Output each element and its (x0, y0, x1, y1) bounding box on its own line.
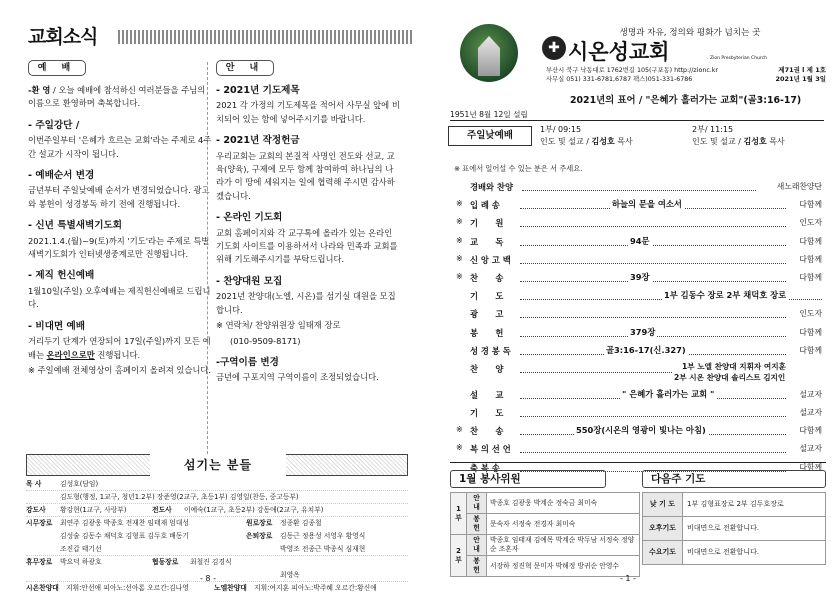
notice-item-head: - 2021년 작정헌금 (216, 135, 300, 147)
issue-date: 2021년 1월 3일 (775, 75, 826, 83)
minister-row (26, 582, 408, 594)
volunteer-names: 박종호 김광웅 박계순 정숙금 최미숙 (487, 493, 640, 514)
notice-item-head: -구역이름 변경 (216, 356, 279, 368)
notice-item-head: - 찬양대원 모집 (216, 275, 283, 287)
notice-section-label: 안 내 (216, 60, 274, 76)
order-item: 경배와 찬양 (470, 182, 513, 192)
issue-info (776, 66, 827, 84)
leader-title: 목사 (614, 137, 633, 146)
order-content: 94문 (630, 235, 650, 246)
dot-leader (520, 272, 786, 282)
order-presenter: 새노래찬양단 (776, 182, 822, 191)
established-date: 1951년 8월 12일 설립 (450, 110, 528, 119)
order-content: 39장 (630, 271, 650, 282)
order-content: 골3:16-17(신.327) (606, 344, 686, 355)
stand-mark: ※ (456, 217, 463, 227)
dot-leader (520, 443, 786, 453)
minister-names: 최영옥 (280, 571, 300, 579)
order-content: 하늘의 문을 여소서 (612, 199, 682, 210)
volunteer-row (451, 535, 640, 556)
minister-row (26, 556, 408, 569)
minister-role: 노엘찬양대 (214, 584, 247, 592)
church-motto: 생명과 자유, 정의와 평화가 넘치는 곳 (619, 28, 761, 38)
order-presenter: 다함께 (799, 345, 822, 355)
order-row (450, 422, 826, 440)
notice-item-phone: (010-9509-8171) (230, 335, 301, 346)
volunteer-row (451, 514, 640, 535)
order-row (450, 214, 826, 232)
minister-names: 최연주 김광웅 박종호 전재찬 임태재 엄대성 (60, 519, 189, 527)
order-presenter: 설교자 (799, 408, 822, 418)
minister-role: 강도사 (26, 506, 46, 514)
order-row (450, 386, 826, 404)
prayer-label: 오후기도 (643, 517, 683, 541)
prayer-text: 비대면으로 전환합니다. (683, 541, 826, 565)
minister-names: 김성술 김동수 채덕호 김형표 김두호 배동기 (60, 532, 189, 540)
address-line: 부산시 북구 낙동대로 1762번길 105(구포동) http://zionc.kr (546, 67, 719, 74)
order-item: 기 원 (470, 218, 504, 229)
next-week-title: 다음주 기도 (642, 470, 826, 488)
worship-item-text-tail: 진행됩니다. (94, 349, 141, 360)
prayer-label: 수요기도 (643, 541, 683, 565)
order-content: 550장(시온의 영광이 빛나는 아침) (576, 425, 706, 436)
stand-mark: ※ (456, 199, 463, 209)
volunteers-table (450, 492, 640, 577)
first-service-leader (540, 136, 633, 148)
order-row (450, 178, 826, 196)
minister-role: 전도사 (152, 506, 172, 514)
worship-item-text: 1월10일(주일) 오후예배는 제직헌신예배로 드립니다. (28, 285, 211, 310)
order-presenter: 인도자 (799, 309, 822, 319)
leader-label: 인도 및 설교 / (692, 137, 744, 146)
order-row (450, 287, 826, 305)
minister-row (26, 517, 408, 530)
second-service-leader (692, 136, 785, 148)
notice-item-text: 금년에 구포지역 구역이름이 조정되었습니다. (216, 372, 379, 383)
right-page (420, 0, 840, 594)
minister-names: 김도형(행정, 1교구, 청년1.2부) 장준영(2교구, 초등1부) 김영일(찬등, 중고등부) (60, 493, 299, 501)
stand-mark: ※ (456, 235, 463, 245)
order-presenter: 다함께 (799, 462, 822, 472)
order-of-worship (450, 178, 826, 477)
first-service-time: 1부/ 09:15 (540, 125, 582, 134)
prayer-text: 비대면으로 전환합니다. (683, 517, 826, 541)
column-divider (207, 62, 208, 454)
stand-mark: ※ (456, 443, 463, 453)
order-item: 성 경 봉 독 (470, 345, 511, 356)
worship-item-head: - 주일강단 / (28, 119, 80, 131)
minister-role: 시온찬양대 (26, 584, 59, 592)
order-item: 기 도 (470, 291, 504, 302)
worship-item-note: ※ 주일예배 전체영상이 홈페이지 올려져 있습니다. (28, 364, 212, 375)
week-label: 2부 (451, 535, 467, 577)
order-presenter: 다함께 (799, 327, 822, 337)
order-item: 교 독 (470, 236, 504, 247)
church-address (546, 66, 718, 84)
order-presenter: 설교자 (799, 389, 822, 399)
leader-title: 목사 (766, 137, 785, 146)
choir-info: 2부 시온 찬양대 솔리스트 김지인 (674, 372, 786, 382)
stand-mark: ※ (456, 425, 463, 435)
dot-leader (520, 407, 786, 417)
ministers-list (26, 478, 408, 594)
second-service-time: 2부/ 11:15 (692, 125, 734, 134)
role-label: 안내 (467, 535, 487, 556)
bottom-rule (450, 462, 826, 463)
leader-name: 김성호 (591, 137, 615, 146)
minister-names: 정종환 김종철 (280, 519, 322, 527)
dot-leader (520, 236, 786, 246)
first-service (540, 124, 633, 148)
worship-item-text: / 오늘 예배에 참석하신 여러분들을 주님의 이름으로 환영하며 축복합니다. (28, 85, 206, 109)
leader-label: 인도 및 설교 / (540, 137, 592, 146)
stand-mark: ※ (456, 253, 463, 263)
role-label: 안내 (467, 493, 487, 514)
minister-names: 최철진 김경식 (190, 558, 232, 566)
worship-column (28, 60, 212, 379)
stand-mark: ※ (456, 271, 463, 281)
choir-info: 1부 노엘 찬양대 지휘자 여지훈 (682, 361, 786, 371)
order-item: 찬 송 (470, 272, 504, 283)
notice-item-note: ※ 연락처/ 찬양위원장 임태재 장로 (216, 320, 341, 331)
minister-role: 은퇴장로 (246, 532, 273, 540)
notice-item-text: 교회 홈페이지와 각 교구톡에 올라가 있는 온라인 기도회 사이트를 이용하셔서 나라와 민족과 교회를 위해 기도해주시기를 부탁드립니다. (216, 227, 398, 265)
minister-row (26, 569, 408, 582)
order-item: 봉 헌 (470, 327, 504, 338)
order-row (450, 233, 826, 251)
dot-leader (522, 181, 756, 191)
volunteer-names: 박종호 임태재 김예목 박계순 박두남 서정숙 정양순 조혼자 (487, 535, 640, 556)
order-item: 설 교 (470, 389, 504, 400)
worship-item-text: 이번주일부터 '은혜가 흐르는 교회'라는 주제로 4주간 설교가 시작이 됩니다. (28, 135, 212, 159)
minister-names: 이예숙(1교구, 초등2부) 강동애(2교구, 유치부) (184, 506, 324, 514)
order-item: 찬 양 (470, 363, 504, 374)
order-row (450, 440, 826, 458)
notice-item-text: 2021년 찬양대(노엘, 시온)를 섬기실 대원을 모집합니다. (216, 291, 396, 315)
minister-names: 김성호(담임) (60, 480, 99, 488)
minister-role: 목 사 (26, 480, 42, 488)
prayer-text: 1부 김형표장로 2부 김두호장로 (683, 493, 826, 517)
order-item: 축 복 송 (470, 462, 500, 473)
minister-role: 휴무장로 (26, 558, 53, 566)
order-item: 입 례 송 (470, 200, 500, 211)
worship-item (28, 84, 212, 111)
notice-item-head: - 온라인 기도회 (216, 212, 283, 224)
page-number: - 8 - (200, 574, 216, 583)
role-label: 봉헌 (467, 556, 487, 577)
notice-item-head: - 2021년 기도제목 (216, 85, 300, 96)
order-item: 광 고 (470, 309, 504, 320)
minister-role: 원로장로 (246, 519, 273, 527)
minister-names: 김동근 정용성 서영우 황영식 (280, 532, 366, 540)
page-title: 교회소식 (28, 26, 98, 48)
order-presenter: 다함께 (799, 200, 822, 210)
service-label: 주일낮예배 (448, 126, 532, 146)
dot-leader (520, 254, 786, 264)
stand-note: ※ 표에서 일어설 수 있는 분은 서 주세요. (454, 164, 583, 173)
online-only-emphasis: 온라인으로만 (46, 349, 95, 360)
order-row (450, 196, 826, 214)
order-row (450, 360, 826, 386)
order-item: 신 앙 고 백 (470, 254, 511, 265)
annual-theme: 2021년의 표어 / "은혜가 흘러가는 교회"(골3:16-17) (570, 95, 802, 106)
dot-leader (520, 363, 672, 373)
worship-item-text: 금년부터 주일낮예배 순서가 변경되었습니다. 광고와 봉헌이 성경봉독 하기 전에 진행됩니다. (28, 185, 210, 209)
church-english-name: Zion Presbyterian Church (710, 56, 767, 61)
order-row (450, 324, 826, 342)
worship-item-text (28, 335, 212, 362)
order-row (450, 251, 826, 269)
worship-item-text-part: 거리두기 단계가 연장되어 17일(주일)까지 모든 예배는 (28, 336, 211, 360)
order-content: 1부 김동수 장로 2부 채덕호 장로 (664, 290, 787, 301)
order-content: " 은혜가 흘러가는 교회 " (622, 388, 715, 399)
prayer-row (643, 493, 826, 517)
next-week-table (642, 492, 826, 565)
minister-names: 지휘:안선애 피아노:선아롬 오르간:김나영 (66, 584, 189, 592)
week-label: 1부 (451, 493, 467, 535)
order-presenter: 인도자 (799, 218, 822, 228)
prayer-row (643, 517, 826, 541)
worship-item-head: - 제직 헌신예배 (28, 270, 95, 282)
minister-names: 박요덕 하광호 (60, 558, 102, 566)
order-presenter: 설교자 (799, 444, 822, 454)
minister-names: 황강현(1교구, 사랑부) (60, 506, 127, 514)
notice-item-text: 2021 각 가정의 기도제목을 적어서 사무실 앞에 비치되어 있는 함에 넣어주시기를 바랍니다. (216, 100, 400, 124)
worship-item-head: -환 영 (28, 85, 51, 95)
minister-names: 지휘:여지훈 피아노:박주혜 오르간:황신애 (254, 584, 377, 592)
notice-item-text: 우리교회는 교회의 본질적 사명인 전도와 선교, 교육(양육), 구제에 모두 함께 참여하여 하나님의 나라가 이 땅에 세워지는 일에 협력해 주시면 감사하겠습니다. (216, 150, 395, 201)
role-label: 봉헌 (467, 514, 487, 535)
minister-row (26, 543, 408, 556)
volunteer-names: 문숙자 서정숙 전경자 최미숙 (487, 514, 640, 535)
volunteer-names: 서장하 정진혁 문미자 박해정 방귀순 안영수 (487, 556, 640, 577)
volunteer-row (451, 493, 640, 514)
church-name: 시온성교회 (568, 39, 670, 64)
order-row (450, 404, 826, 422)
order-presenter: 다함께 (799, 254, 822, 264)
order-item: 찬 송 (470, 426, 504, 437)
order-item: 복 의 선 언 (470, 444, 511, 455)
order-content: 379장 (630, 326, 656, 337)
order-presenter: 다함께 (799, 236, 822, 246)
church-logo-icon: ✚ (542, 36, 566, 60)
ministers-title: 섬기는 분들 (150, 454, 286, 476)
prayer-row (643, 541, 826, 565)
minister-row (26, 504, 408, 517)
order-row (450, 305, 826, 323)
minister-row (26, 478, 408, 491)
minister-row (26, 530, 408, 543)
worship-item-head: - 신년 특별새벽기도회 (28, 220, 123, 232)
worship-item-head: - 비대면 예배 (28, 320, 85, 332)
title-hatch-bar (118, 30, 414, 44)
notice-column (216, 60, 400, 387)
volunteer-row (451, 556, 640, 577)
page-number: - 1 - (620, 574, 636, 583)
order-presenter: 다함께 (799, 426, 822, 436)
minister-role: 시무장로 (26, 519, 53, 527)
volunteers-title: 1월 봉사위원 (450, 470, 606, 488)
second-service (692, 124, 785, 148)
order-row (450, 269, 826, 287)
worship-section-label: 예 배 (28, 60, 86, 76)
order-row (450, 342, 826, 360)
contact-line: 사무실 051) 331-6781,6787 팩스)051-331-6786 (546, 76, 693, 83)
minister-names: 박영조 전종근 박종식 심재현 (280, 545, 366, 553)
minister-row (26, 491, 408, 504)
volume-number: 제71권 l 제 1호 (778, 66, 826, 74)
worship-item-text: 2021.1.4.(월)~9(토)까지 '기도'라는 주제로 특별새벽기도회가 인터넷생중계로만 진행됩니다. (28, 235, 210, 260)
leader-name: 김성호 (743, 137, 767, 146)
header-rule (450, 120, 824, 121)
minister-names: 조진갑 태기선 (60, 545, 102, 553)
worship-item-head: - 예배순서 변경 (28, 170, 95, 182)
dot-leader (520, 217, 786, 227)
minister-role: 협동장로 (152, 558, 179, 566)
dot-leader (520, 308, 786, 318)
order-presenter: 다함께 (799, 272, 822, 282)
prayer-label: 낮 기 도 (643, 493, 683, 517)
order-item: 기 도 (470, 408, 504, 419)
